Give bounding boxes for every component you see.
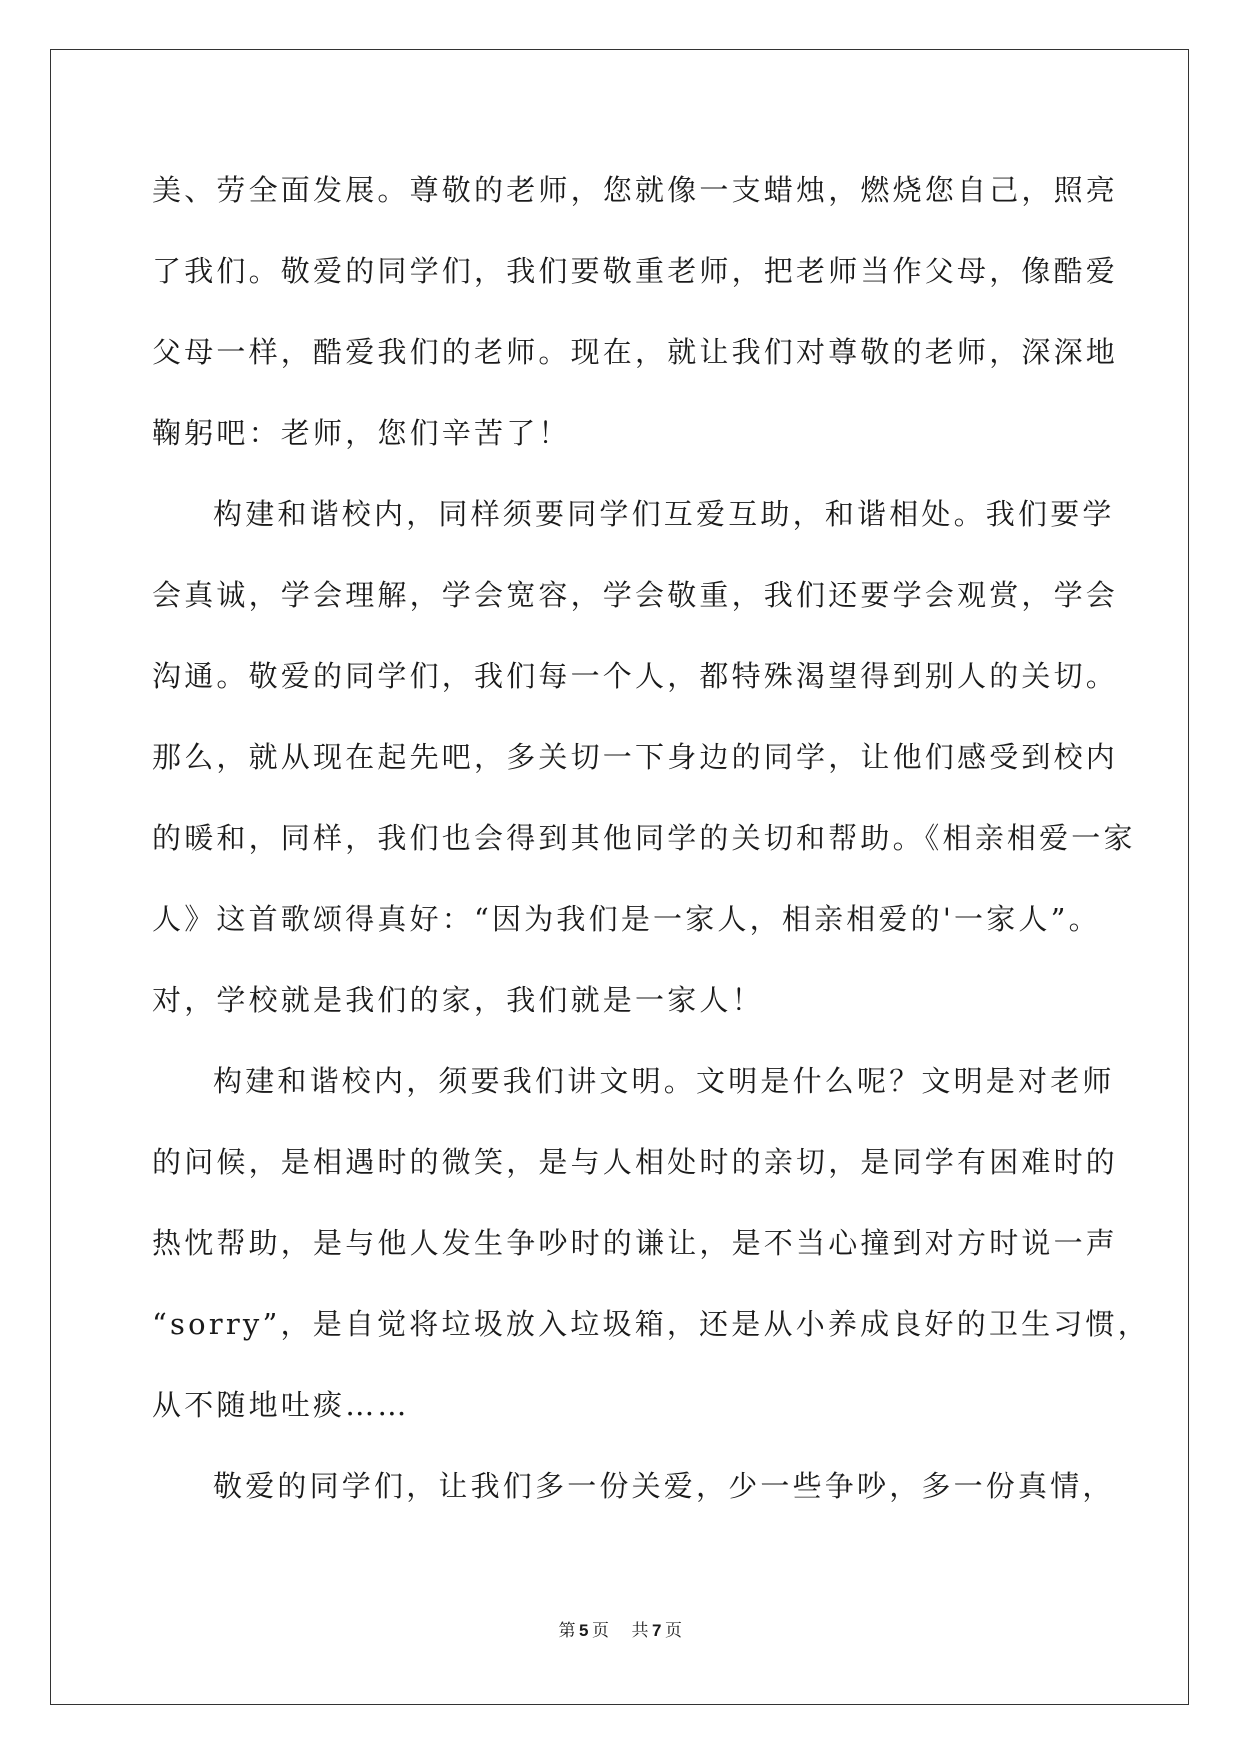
text-line: 的问候，是相遇时的微笑，是与人相处时的亲切，是同学有困难时的 xyxy=(152,1145,1119,1179)
text-line: 会真诚，学会理解，学会宽容，学会敬重，我们还要学会观赏，学会 xyxy=(152,578,1119,612)
page-prefix: 第 xyxy=(558,1621,577,1641)
text-line: 从不随地吐痰…… xyxy=(152,1388,410,1422)
total-pages: 7 xyxy=(652,1621,662,1640)
text-line: 鞠躬吧：老师，您们辛苦了！ xyxy=(152,416,571,450)
page-footer xyxy=(0,1616,1241,1641)
paragraph-first-line: 构建和谐校内，同样须要同学们互爱互助，和谐相处。我们要学 xyxy=(213,497,1115,531)
text-line: 了我们。敬爱的同学们，我们要敬重老师，把老师当作父母，像酷爱 xyxy=(152,254,1119,288)
paragraph-first-line: 构建和谐校内，须要我们讲文明。文明是什么呢？文明是对老师 xyxy=(213,1064,1115,1098)
text-line: 父母一样，酷爱我们的老师。现在，就让我们对尊敬的老师，深深地 xyxy=(152,335,1119,369)
paragraph-first-line: 敬爱的同学们，让我们多一份关爱，少一些争吵，多一份真情， xyxy=(213,1469,1115,1503)
text-line: 热忱帮助，是与他人发生争吵时的谦让，是不当心撞到对方时说一声 xyxy=(152,1226,1119,1260)
page-suffix: 页 xyxy=(592,1621,610,1641)
text-line: 那么，就从现在起先吧，多关切一下身边的同学，让他们感受到校内 xyxy=(152,740,1119,774)
text-line: 人》这首歌颂得真好：“因为我们是一家人，相亲相爱的'一家人”。 xyxy=(152,902,1101,936)
text-line: “sorry”，是自觉将垃圾放入垃圾箱，还是从小养成良好的卫生习惯， xyxy=(152,1307,1150,1341)
text-line: 沟通。敬爱的同学们，我们每一个人，都特殊渴望得到别人的关切。 xyxy=(152,659,1119,693)
total-prefix: 共 xyxy=(631,1621,649,1641)
text-line: 的暖和，同样，我们也会得到其他同学的关切和帮助。《相亲相爱一家 xyxy=(152,821,1136,855)
document-body xyxy=(152,162,1150,1539)
page-number: 5 xyxy=(579,1621,589,1640)
text-line: 对，学校就是我们的家，我们就是一家人！ xyxy=(152,983,764,1017)
total-suffix: 页 xyxy=(664,1621,683,1641)
text-line: 美、劳全面发展。尊敬的老师，您就像一支蜡烛，燃烧您自己，照亮 xyxy=(152,173,1119,207)
